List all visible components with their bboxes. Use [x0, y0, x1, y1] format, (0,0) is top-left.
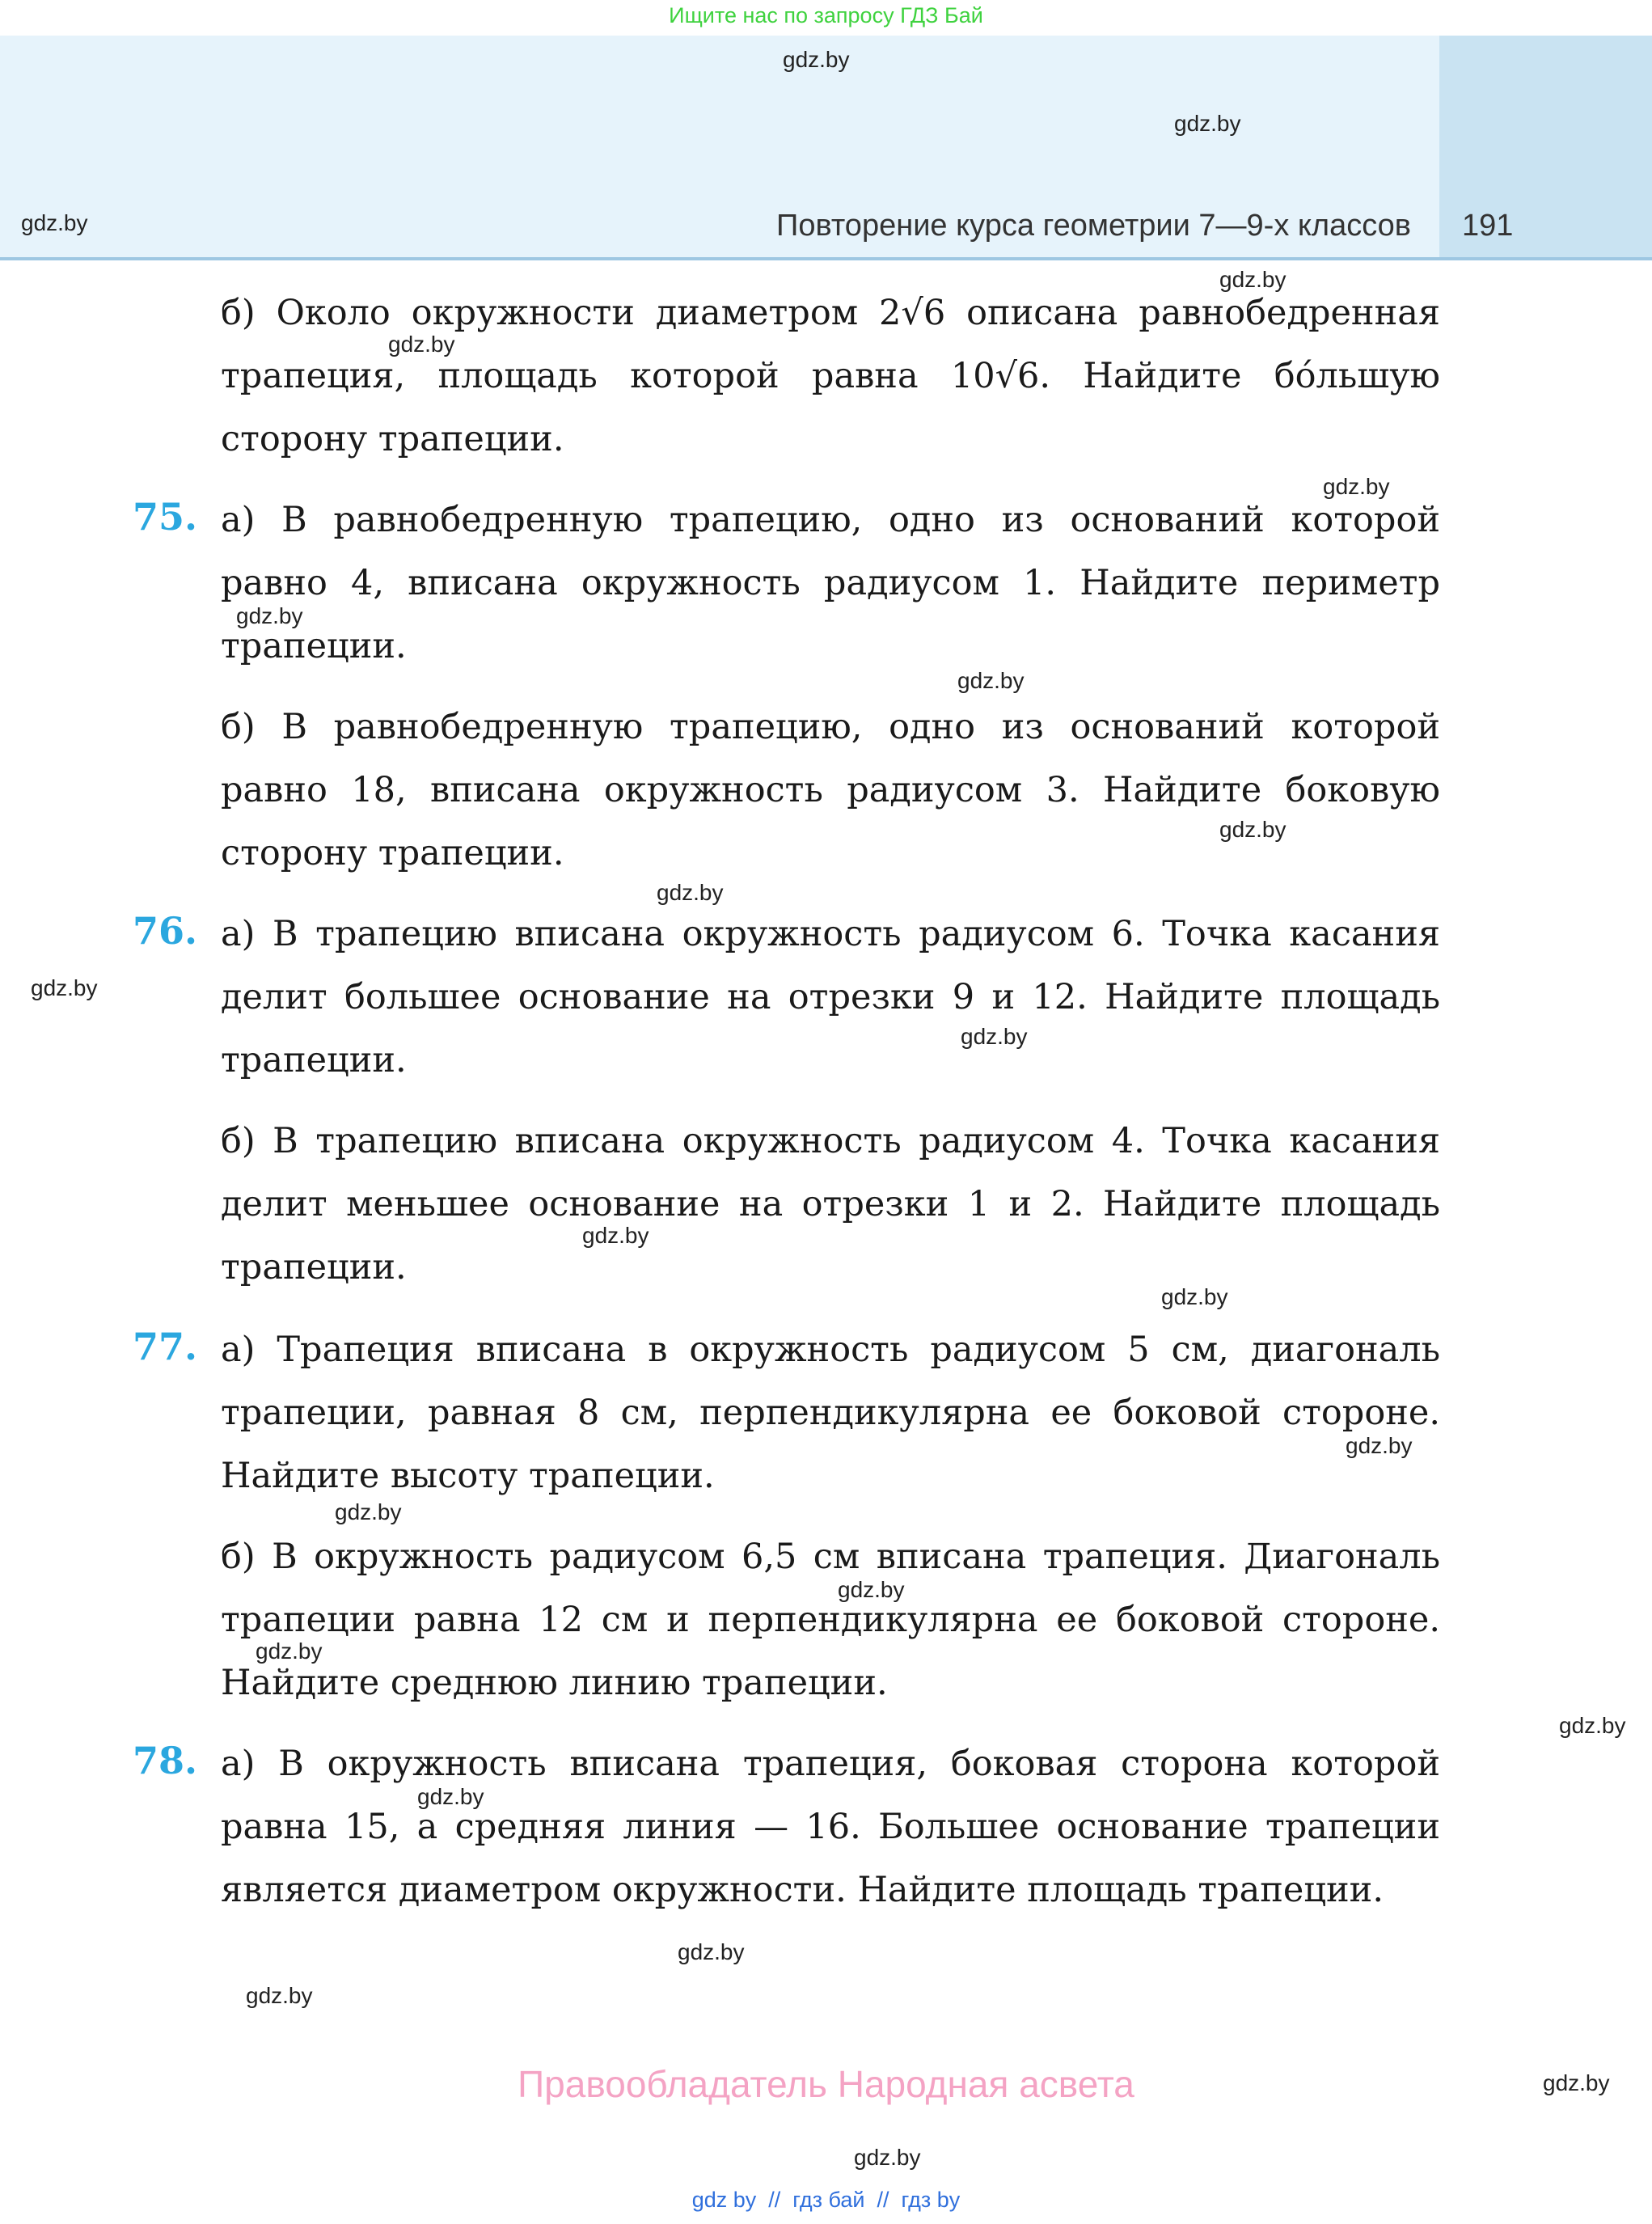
watermark: gdz.by [783, 47, 850, 72]
problem-number: 77. [133, 1325, 198, 1368]
watermark: gdz.by [1559, 1713, 1626, 1738]
copyright-notice: Правообладатель Народная асвета [518, 2063, 1134, 2105]
problem-78a-text: а) В окружность вписана трапеция, боковая сторона которой равна 15, а средняя линия — 16. Большее основание трапеции является диаметром окружности. Найдите площадь трапеции. [221, 1744, 1440, 1910]
watermark: gdz.by [1323, 474, 1390, 499]
watermark: gdz.by [957, 668, 1025, 693]
problem-75b-text: б) В равнобедренную трапецию, одно из оснований которой равно 18, вписана окружность радиусом 3. Найдите боковую сторону трапеции. [221, 707, 1440, 873]
bottom-links[interactable]: gdz by // гдз бай // гдз by [691, 2188, 961, 2212]
watermark: gdz.by [1219, 817, 1287, 842]
watermark: gdz.by [256, 1638, 323, 1664]
watermark: gdz.by [236, 603, 303, 628]
watermark: gdz.by [1346, 1433, 1413, 1458]
watermark: gdz.by [1174, 111, 1241, 136]
problem-number: 78. [133, 1739, 198, 1782]
problem-number: 75. [133, 495, 198, 539]
watermark: gdz.by [417, 1784, 484, 1809]
watermark: gdz.by [838, 1577, 905, 1602]
problem-77a-text: а) Трапеция вписана в окружность радиусом 5 см, диагональ трапеции, равная 8 см, перпендикулярна ее боковой стороне. Найдите высоту трапеции. [221, 1330, 1440, 1496]
watermark: gdz.by [388, 332, 455, 357]
running-title: Повторение курса геометрии 7—9-х классов [776, 209, 1411, 243]
problem-74b-text: б) Около окружности диаметром 2√6 описана равнобедренная трапеция, площадь которой равна 10√6. Найдите бóльшую сторону трапеции. [221, 293, 1440, 459]
watermark: gdz.by [582, 1223, 649, 1248]
top-banner[interactable]: Ищите нас по запросу ГДЗ Бай [669, 3, 983, 27]
watermark: gdz.by [657, 880, 724, 905]
watermark: gdz.by [961, 1024, 1028, 1049]
watermark: gdz.by [21, 210, 88, 235]
watermark: gdz.by [1219, 267, 1287, 292]
watermark: gdz.by [246, 1983, 313, 2008]
watermark: gdz.by [31, 975, 98, 1000]
header-rule [0, 257, 1652, 260]
problem-77b-text: б) В окружность радиусом 6,5 см вписана трапеция. Диагональ трапеции равна 12 см и перпендикулярна ее боковой стороне. Найдите среднюю линию трапеции. [221, 1537, 1440, 1703]
watermark: gdz.by [854, 2145, 921, 2170]
problem-number: 76. [133, 909, 198, 953]
problem-76a-text: а) В трапецию вписана окружность радиусом 6. Точка касания делит большее основание на отрезки 9 и 12. Найдите площадь трапеции. [221, 914, 1440, 1080]
watermark: gdz.by [335, 1499, 402, 1524]
watermark: gdz.by [678, 1939, 745, 1964]
problem-75a-text: а) В равнобедренную трапецию, одно из оснований которой равно 4, вписана окружность радиусом 1. Найдите периметр трапеции. [221, 500, 1440, 666]
page-number: 191 [1462, 209, 1514, 243]
problem-76b-text: б) В трапецию вписана окружность радиусом 4. Точка касания делит меньшее основание на отрезки 1 и 2. Найдите площадь трапеции. [221, 1121, 1440, 1287]
watermark: gdz.by [1543, 2070, 1610, 2095]
watermark: gdz.by [1161, 1284, 1228, 1309]
